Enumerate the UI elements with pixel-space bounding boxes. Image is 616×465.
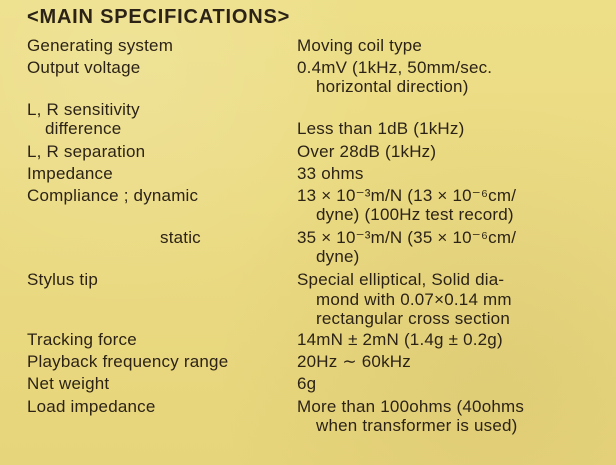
spec-label-compliance: Compliance ; dynamic	[27, 186, 199, 205]
spec-label-lr-separation: L, R separation	[27, 142, 146, 161]
spec-value-static-line-2: dyne)	[316, 247, 360, 266]
spec-value-generating-system: Moving coil type	[297, 36, 423, 55]
spec-value-load-impedance-line-1: More than 100ohms (40ohms	[297, 397, 525, 416]
spec-value-lr-sensitivity: Less than 1dB (1kHz)	[297, 119, 465, 138]
page-title: <MAIN SPECIFICATIONS>	[27, 6, 291, 28]
spec-value-output-voltage-line-1: 0.4mV (1kHz, 50mm/sec.	[297, 58, 493, 77]
spec-value-compliance-line-2: dyne) (100Hz test record)	[316, 205, 514, 224]
spec-label-load-impedance: Load impedance	[27, 397, 156, 416]
spec-value-compliance-line-1: 13 × 10⁻³m/N (13 × 10⁻⁶cm/	[297, 186, 517, 205]
spec-value-static-line-1: 35 × 10⁻³m/N (35 × 10⁻⁶cm/	[297, 228, 517, 247]
spec-label-playback-frequency-range: Playback frequency range	[27, 352, 229, 371]
spec-value-stylus-tip-line-2: mond with 0.07×0.14 mm	[316, 290, 512, 309]
spec-value-net-weight: 6g	[297, 374, 317, 393]
spec-label-static: static	[160, 228, 201, 247]
spec-value-stylus-tip-line-3: rectangular cross section	[316, 309, 510, 328]
spec-value-lr-separation: Over 28dB (1kHz)	[297, 142, 437, 161]
spec-value-tracking-force: 14mN ± 2mN (1.4g ± 0.2g)	[297, 330, 503, 349]
spec-value-playback-frequency-range: 20Hz ∼ 60kHz	[297, 352, 411, 371]
spec-label-generating-system: Generating system	[27, 36, 174, 55]
spec-label-lr-sensitivity-line-1: L, R sensitivity	[27, 100, 140, 119]
spec-value-impedance: 33 ohms	[297, 164, 364, 183]
spec-label-tracking-force: Tracking force	[27, 330, 137, 349]
spec-value-stylus-tip-line-1: Special elliptical, Solid dia-	[297, 270, 505, 289]
spec-label-lr-sensitivity-line-2: difference	[45, 119, 122, 138]
spec-value-output-voltage-line-2: horizontal direction)	[316, 77, 469, 96]
spec-label-stylus-tip: Stylus tip	[27, 270, 98, 289]
spec-label-output-voltage: Output voltage	[27, 58, 141, 77]
spec-value-load-impedance-line-2: when transformer is used)	[316, 416, 518, 435]
spec-label-impedance: Impedance	[27, 164, 113, 183]
spec-label-net-weight: Net weight	[27, 374, 110, 393]
